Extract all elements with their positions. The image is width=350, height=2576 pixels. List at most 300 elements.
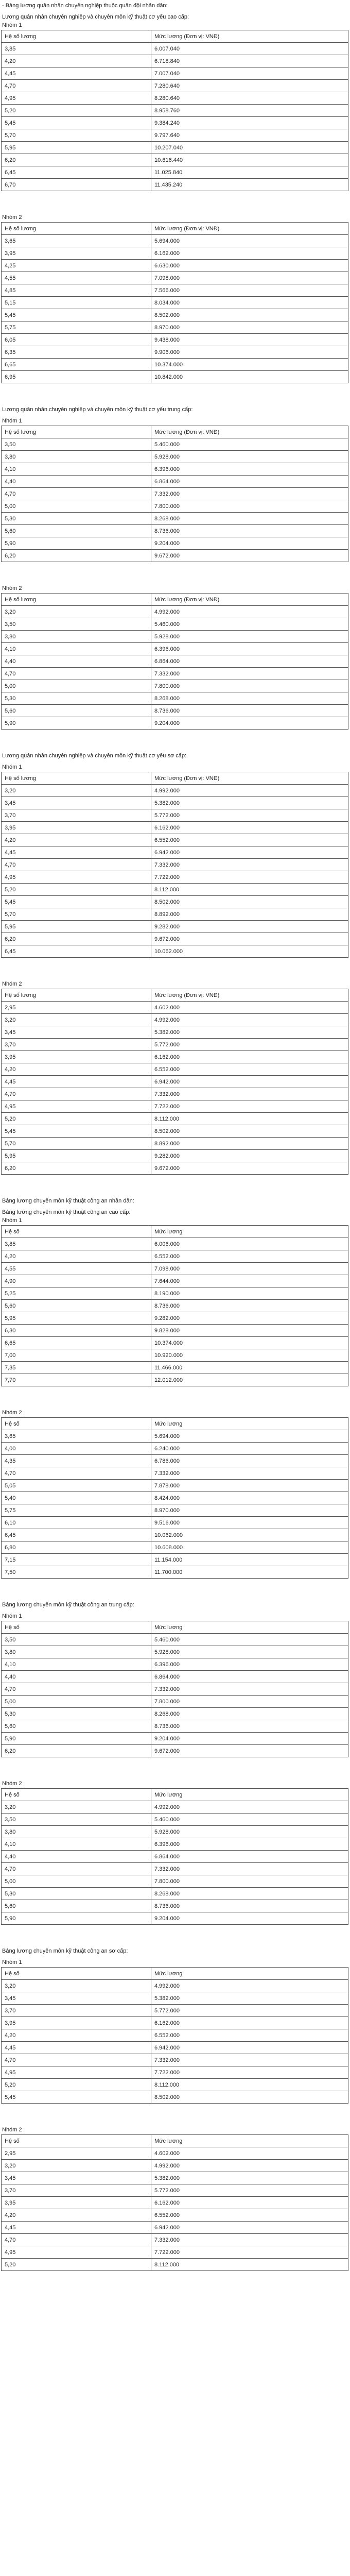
salary-cell: 10.207.040 — [151, 142, 348, 154]
table-row — [2, 1467, 348, 1480]
header-coefficient: Hệ số lương — [2, 426, 151, 438]
salary-cell: 8.736.000 — [151, 1720, 348, 1733]
table-row — [2, 513, 348, 525]
table-row — [2, 871, 348, 884]
coefficient-cell: 7,00 — [2, 1349, 151, 1362]
salary-cell: 11.435.240 — [151, 179, 348, 191]
table-row — [2, 2259, 348, 2271]
table-row — [2, 129, 348, 142]
group-caption: Nhóm 2 — [2, 1410, 22, 1416]
group-caption: Nhóm 1 — [2, 1613, 22, 1619]
coefficient-cell: 4,55 — [2, 272, 151, 284]
group-caption: Nhóm 2 — [2, 214, 22, 221]
salary-cell: 11.025.840 — [151, 166, 348, 179]
table-header-row — [2, 1226, 348, 1238]
table-row — [2, 500, 348, 513]
table-row — [2, 105, 348, 117]
coefficient-cell: 4,20 — [2, 2029, 151, 2042]
salary-cell: 8.736.000 — [151, 1900, 348, 1912]
coefficient-cell: 5,60 — [2, 1900, 151, 1912]
coefficient-cell: 3,45 — [2, 797, 151, 809]
coefficient-cell: 6,30 — [2, 1325, 151, 1337]
table-row — [2, 1826, 348, 1838]
coefficient-cell: 3,95 — [2, 1051, 151, 1063]
salary-cell: 6.162.000 — [151, 822, 348, 834]
table-row — [2, 2234, 348, 2246]
table-row — [2, 1733, 348, 1745]
coefficient-cell: 4,10 — [2, 1838, 151, 1851]
table-row — [2, 247, 348, 260]
salary-cell: 5.460.000 — [151, 438, 348, 451]
table-row — [2, 1696, 348, 1708]
coefficient-cell: 4,55 — [2, 1263, 151, 1275]
coefficient-cell: 5,20 — [2, 1113, 151, 1125]
salary-table — [1, 1967, 348, 2104]
table-row — [2, 359, 348, 371]
coefficient-cell: 7,15 — [2, 1554, 151, 1566]
header-coefficient: Hệ số lương — [2, 30, 151, 43]
table-row — [2, 618, 348, 631]
salary-cell: 8.112.000 — [151, 2259, 348, 2271]
table-row — [2, 2054, 348, 2066]
table-row — [2, 1504, 348, 1517]
salary-table — [1, 426, 348, 562]
table-row — [2, 1801, 348, 1814]
group-caption: Nhóm 1 — [2, 1217, 22, 1224]
salary-cell: 8.112.000 — [151, 2079, 348, 2091]
group-caption: Nhóm 1 — [2, 22, 22, 28]
table-row — [2, 1814, 348, 1826]
salary-cell: 4.992.000 — [151, 1980, 348, 1992]
table-row — [2, 2029, 348, 2042]
coefficient-cell: 3,50 — [2, 1814, 151, 1826]
section-subheading: Lương quân nhân chuyên nghiệp và chuyên môn kỹ thuật cơ yếu cao cấp: — [2, 14, 189, 20]
header-salary: Mức lương (Đơn vị: VNĐ) — [151, 30, 348, 43]
coefficient-cell: 5,40 — [2, 1492, 151, 1504]
table-row — [2, 896, 348, 908]
group-caption: Nhóm 2 — [2, 2127, 22, 2133]
salary-cell: 9.672.000 — [151, 933, 348, 945]
salary-cell: 6.396.000 — [151, 1658, 348, 1671]
salary-cell: 6.162.000 — [151, 2197, 348, 2209]
salary-cell: 6.786.000 — [151, 1455, 348, 1467]
table-row — [2, 668, 348, 680]
salary-cell: 9.906.000 — [151, 346, 348, 359]
table-header-row — [2, 989, 348, 1002]
coefficient-cell: 3,95 — [2, 822, 151, 834]
table-row — [2, 2079, 348, 2091]
salary-cell: 4.992.000 — [151, 785, 348, 797]
header-salary: Mức lương (Đơn vị: VNĐ) — [151, 594, 348, 606]
coefficient-cell: 6,35 — [2, 346, 151, 359]
salary-cell: 6.718.840 — [151, 55, 348, 67]
coefficient-cell: 6,10 — [2, 1517, 151, 1529]
coefficient-cell: 5,20 — [2, 105, 151, 117]
header-salary: Mức lương — [151, 2135, 348, 2147]
coefficient-cell: 7,50 — [2, 1566, 151, 1579]
table-row — [2, 2017, 348, 2029]
coefficient-cell: 5,45 — [2, 2091, 151, 2104]
header-coefficient: Hệ số — [2, 1418, 151, 1430]
coefficient-cell: 5,70 — [2, 908, 151, 921]
coefficient-cell: 5,30 — [2, 1888, 151, 1900]
table-row — [2, 1312, 348, 1325]
header-salary: Mức lương (Đơn vị: VNĐ) — [151, 223, 348, 235]
coefficient-cell: 5,60 — [2, 1720, 151, 1733]
table-row — [2, 284, 348, 297]
salary-cell: 9.282.000 — [151, 1312, 348, 1325]
table-row — [2, 346, 348, 359]
table-header-row — [2, 1418, 348, 1430]
salary-table — [1, 30, 348, 191]
salary-cell: 8.736.000 — [151, 705, 348, 717]
table-row — [2, 1275, 348, 1287]
table-row — [2, 933, 348, 945]
salary-cell: 10.616.440 — [151, 154, 348, 166]
salary-cell: 6.630.000 — [151, 260, 348, 272]
table-row — [2, 1263, 348, 1275]
coefficient-cell: 6,65 — [2, 1337, 151, 1349]
coefficient-cell: 5,45 — [2, 1125, 151, 1138]
coefficient-cell: 4,45 — [2, 2222, 151, 2234]
coefficient-cell: 6,20 — [2, 933, 151, 945]
coefficient-cell: 3,95 — [2, 2017, 151, 2029]
coefficient-cell: 3,20 — [2, 2160, 151, 2172]
table-row — [2, 908, 348, 921]
salary-cell: 8.958.760 — [151, 105, 348, 117]
salary-cell: 9.384.240 — [151, 117, 348, 129]
table-row — [2, 1980, 348, 1992]
salary-cell: 6.552.000 — [151, 1063, 348, 1076]
coefficient-cell: 4,70 — [2, 2054, 151, 2066]
coefficient-cell: 3,70 — [2, 1039, 151, 1051]
salary-cell: 8.970.000 — [151, 1504, 348, 1517]
salary-cell: 6.942.000 — [151, 1076, 348, 1088]
salary-cell: 10.842.000 — [151, 371, 348, 383]
table-row — [2, 1541, 348, 1554]
salary-table — [1, 1225, 348, 1386]
table-row — [2, 834, 348, 846]
coefficient-cell: 4,20 — [2, 834, 151, 846]
salary-cell: 6.552.000 — [151, 2029, 348, 2042]
coefficient-cell: 5,00 — [2, 1696, 151, 1708]
coefficient-cell: 5,00 — [2, 500, 151, 513]
coefficient-cell: 6,05 — [2, 334, 151, 346]
table-header-row — [2, 30, 348, 43]
salary-cell: 7.566.000 — [151, 284, 348, 297]
coefficient-cell: 3,20 — [2, 785, 151, 797]
table-header-row — [2, 772, 348, 785]
salary-cell: 5.694.000 — [151, 235, 348, 247]
table-row — [2, 1888, 348, 1900]
table-row — [2, 921, 348, 933]
table-row — [2, 1430, 348, 1443]
table-row — [2, 2246, 348, 2259]
group-caption: Nhóm 2 — [2, 981, 22, 987]
coefficient-cell: 5,00 — [2, 680, 151, 692]
table-row — [2, 692, 348, 705]
coefficient-cell: 5,90 — [2, 1733, 151, 1745]
coefficient-cell: 3,20 — [2, 606, 151, 618]
coefficient-cell: 4,95 — [2, 871, 151, 884]
table-row — [2, 2222, 348, 2234]
coefficient-cell: 3,80 — [2, 631, 151, 643]
salary-cell: 6.864.000 — [151, 655, 348, 668]
salary-cell: 7.098.000 — [151, 1263, 348, 1275]
table-row — [2, 1325, 348, 1337]
coefficient-cell: 3,45 — [2, 2172, 151, 2184]
coefficient-cell: 3,85 — [2, 43, 151, 55]
salary-cell: 7.332.000 — [151, 2054, 348, 2066]
coefficient-cell: 5,90 — [2, 717, 151, 730]
header-salary: Mức lương (Đơn vị: VNĐ) — [151, 772, 348, 785]
coefficient-cell: 5,90 — [2, 1912, 151, 1925]
table-row — [2, 785, 348, 797]
coefficient-cell: 2,95 — [2, 1002, 151, 1014]
salary-cell: 4.602.000 — [151, 2147, 348, 2160]
salary-cell: 10.374.000 — [151, 359, 348, 371]
table-row — [2, 297, 348, 309]
coefficient-cell: 5,15 — [2, 297, 151, 309]
table-row — [2, 809, 348, 822]
table-row — [2, 643, 348, 655]
table-row — [2, 451, 348, 463]
salary-cell: 5.772.000 — [151, 2005, 348, 2017]
table-row — [2, 1863, 348, 1875]
table-row — [2, 476, 348, 488]
salary-cell: 9.204.000 — [151, 1912, 348, 1925]
coefficient-cell: 3,80 — [2, 1646, 151, 1658]
coefficient-cell: 3,45 — [2, 1026, 151, 1039]
coefficient-cell: 6,45 — [2, 945, 151, 958]
section-heading: Lương quân nhân chuyên nghiệp và chuyên môn kỹ thuật cơ yếu trung cấp: — [2, 406, 193, 413]
header-salary: Mức lương — [151, 1789, 348, 1801]
salary-cell: 5.772.000 — [151, 1039, 348, 1051]
table-row — [2, 179, 348, 191]
coefficient-cell: 5,25 — [2, 1287, 151, 1300]
header-salary: Mức lương — [151, 1621, 348, 1634]
coefficient-cell: 3,80 — [2, 451, 151, 463]
table-row — [2, 1100, 348, 1113]
coefficient-cell: 3,70 — [2, 2184, 151, 2197]
salary-cell: 7.332.000 — [151, 1088, 348, 1100]
table-row — [2, 2042, 348, 2054]
salary-cell: 4.992.000 — [151, 606, 348, 618]
coefficient-cell: 3,20 — [2, 1980, 151, 1992]
table-row — [2, 2066, 348, 2079]
section-heading: Bảng lương chuyên môn kỹ thuật công an sơ cấp: — [2, 1948, 128, 1954]
table-row — [2, 1162, 348, 1175]
header-salary: Mức lương — [151, 1968, 348, 1980]
salary-cell: 5.382.000 — [151, 1026, 348, 1039]
coefficient-cell: 4,85 — [2, 284, 151, 297]
salary-cell: 7.644.000 — [151, 1275, 348, 1287]
salary-cell: 10.608.000 — [151, 1541, 348, 1554]
coefficient-cell: 4,70 — [2, 668, 151, 680]
table-row — [2, 945, 348, 958]
coefficient-cell: 6,70 — [2, 179, 151, 191]
table-row — [2, 1287, 348, 1300]
coefficient-cell: 4,95 — [2, 2066, 151, 2079]
coefficient-cell: 3,80 — [2, 1826, 151, 1838]
coefficient-cell: 5,45 — [2, 309, 151, 321]
coefficient-cell: 5,30 — [2, 692, 151, 705]
salary-cell: 7.800.000 — [151, 1696, 348, 1708]
coefficient-cell: 4,70 — [2, 859, 151, 871]
header-coefficient: Hệ số — [2, 1226, 151, 1238]
table-row — [2, 1014, 348, 1026]
coefficient-cell: 3,70 — [2, 809, 151, 822]
salary-cell: 7.007.040 — [151, 67, 348, 80]
coefficient-cell: 6,80 — [2, 1541, 151, 1554]
coefficient-cell: 4,70 — [2, 1467, 151, 1480]
table-row — [2, 1374, 348, 1386]
coefficient-cell: 5,95 — [2, 921, 151, 933]
salary-cell: 7.800.000 — [151, 680, 348, 692]
table-row — [2, 142, 348, 154]
salary-cell: 7.800.000 — [151, 1875, 348, 1888]
coefficient-cell: 3,65 — [2, 235, 151, 247]
coefficient-cell: 5,45 — [2, 117, 151, 129]
salary-cell: 5.382.000 — [151, 1992, 348, 2005]
coefficient-cell: 4,45 — [2, 2042, 151, 2054]
coefficient-cell: 3,20 — [2, 1801, 151, 1814]
table-row — [2, 321, 348, 334]
table-row — [2, 463, 348, 476]
salary-cell: 6.552.000 — [151, 834, 348, 846]
salary-cell: 8.424.000 — [151, 1492, 348, 1504]
table-row — [2, 2184, 348, 2197]
coefficient-cell: 6,20 — [2, 1745, 151, 1757]
table-row — [2, 2172, 348, 2184]
header-salary: Mức lương — [151, 1226, 348, 1238]
salary-cell: 4.992.000 — [151, 1014, 348, 1026]
coefficient-cell: 3,20 — [2, 1014, 151, 1026]
table-row — [2, 1455, 348, 1467]
coefficient-cell: 4,40 — [2, 476, 151, 488]
salary-table — [1, 2134, 348, 2271]
salary-cell: 8.268.000 — [151, 692, 348, 705]
table-row — [2, 1113, 348, 1125]
coefficient-cell: 3,95 — [2, 247, 151, 260]
coefficient-cell: 5,70 — [2, 1138, 151, 1150]
salary-cell: 9.204.000 — [151, 717, 348, 730]
section-heading: Lương quân nhân chuyên nghiệp và chuyên môn kỹ thuật cơ yếu sơ cấp: — [2, 753, 187, 759]
salary-cell: 8.268.000 — [151, 1888, 348, 1900]
coefficient-cell: 5,95 — [2, 1150, 151, 1162]
salary-cell: 6.396.000 — [151, 1838, 348, 1851]
table-header-row — [2, 223, 348, 235]
salary-cell: 9.672.000 — [151, 550, 348, 562]
coefficient-cell: 4,10 — [2, 1658, 151, 1671]
header-salary: Mức lương (Đơn vị: VNĐ) — [151, 426, 348, 438]
salary-cell: 7.722.000 — [151, 2066, 348, 2079]
table-row — [2, 859, 348, 871]
table-row — [2, 797, 348, 809]
table-row — [2, 1683, 348, 1696]
coefficient-cell: 4,25 — [2, 260, 151, 272]
coefficient-cell: 5,70 — [2, 129, 151, 142]
section-heading: Bảng lương chuyên môn kỹ thuật công an trung cấp: — [2, 1602, 134, 1608]
table-row — [2, 1646, 348, 1658]
group-caption: Nhóm 1 — [2, 764, 22, 770]
salary-cell: 8.190.000 — [151, 1287, 348, 1300]
coefficient-cell: 5,30 — [2, 1708, 151, 1720]
header-coefficient: Hệ số — [2, 1621, 151, 1634]
salary-cell: 6.864.000 — [151, 476, 348, 488]
coefficient-cell: 4,40 — [2, 1851, 151, 1863]
coefficient-cell: 3,50 — [2, 438, 151, 451]
salary-cell: 8.502.000 — [151, 309, 348, 321]
salary-cell: 8.268.000 — [151, 1708, 348, 1720]
table-row — [2, 655, 348, 668]
table-row — [2, 1492, 348, 1504]
salary-cell: 6.864.000 — [151, 1671, 348, 1683]
coefficient-cell: 4,20 — [2, 1063, 151, 1076]
table-row — [2, 334, 348, 346]
table-row — [2, 550, 348, 562]
salary-cell: 7.722.000 — [151, 1100, 348, 1113]
coefficient-cell: 6,20 — [2, 550, 151, 562]
coefficient-cell: 3,70 — [2, 2005, 151, 2017]
salary-cell: 5.772.000 — [151, 809, 348, 822]
table-row — [2, 1150, 348, 1162]
table-header-row — [2, 2135, 348, 2147]
header-salary: Mức lương — [151, 1418, 348, 1430]
table-row — [2, 235, 348, 247]
header-coefficient: Hệ số lương — [2, 594, 151, 606]
coefficient-cell: 4,20 — [2, 2209, 151, 2222]
table-row — [2, 1250, 348, 1263]
coefficient-cell: 3,50 — [2, 618, 151, 631]
table-row — [2, 884, 348, 896]
header-salary: Mức lương (Đơn vị: VNĐ) — [151, 989, 348, 1002]
table-row — [2, 680, 348, 692]
coefficient-cell: 5,30 — [2, 513, 151, 525]
coefficient-cell: 4,45 — [2, 67, 151, 80]
salary-cell: 8.502.000 — [151, 2091, 348, 2104]
group-caption: Nhóm 1 — [2, 418, 22, 424]
coefficient-cell: 4,70 — [2, 2234, 151, 2246]
table-row — [2, 438, 348, 451]
header-coefficient: Hệ số lương — [2, 772, 151, 785]
table-row — [2, 1138, 348, 1150]
salary-cell: 6.552.000 — [151, 1250, 348, 1263]
table-row — [2, 1362, 348, 1374]
salary-cell: 8.502.000 — [151, 1125, 348, 1138]
salary-cell: 11.466.000 — [151, 1362, 348, 1374]
table-row — [2, 1026, 348, 1039]
table-row — [2, 1745, 348, 1757]
table-row — [2, 1125, 348, 1138]
salary-cell: 5.928.000 — [151, 1646, 348, 1658]
salary-cell: 7.722.000 — [151, 871, 348, 884]
table-row — [2, 1443, 348, 1455]
salary-cell: 9.797.640 — [151, 129, 348, 142]
salary-cell: 7.878.000 — [151, 1480, 348, 1492]
table-row — [2, 717, 348, 730]
salary-cell: 5.460.000 — [151, 1634, 348, 1646]
table-row — [2, 1992, 348, 2005]
salary-cell: 6.942.000 — [151, 846, 348, 859]
table-row — [2, 1238, 348, 1250]
table-row — [2, 1671, 348, 1683]
coefficient-cell: 5,45 — [2, 896, 151, 908]
table-row — [2, 1838, 348, 1851]
salary-cell: 4.992.000 — [151, 2160, 348, 2172]
salary-table — [1, 772, 348, 958]
table-row — [2, 1076, 348, 1088]
